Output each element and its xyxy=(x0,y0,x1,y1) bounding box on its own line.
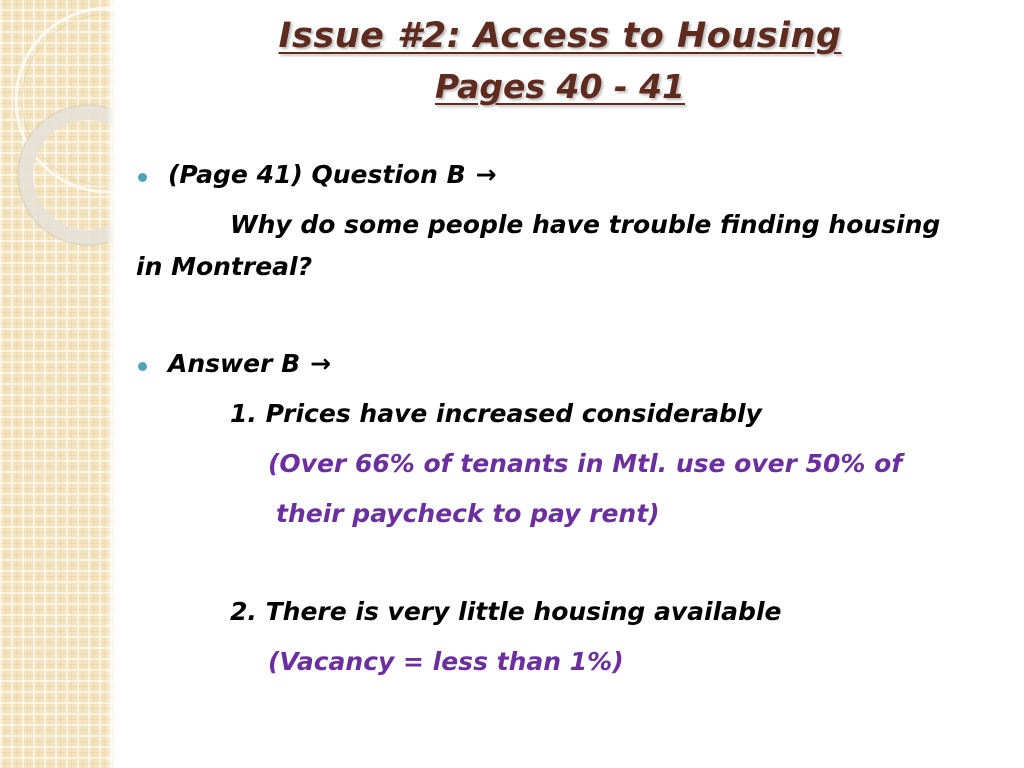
answer-label-row xyxy=(168,349,331,378)
slide-subtitle: Pages 40 - 41 xyxy=(435,67,685,106)
question-text-line1: Why do some people have trouble finding housing xyxy=(230,210,941,239)
decorative-sidebar xyxy=(0,0,114,768)
bullet-icon xyxy=(138,362,147,371)
question-label: (Page 41) Question B xyxy=(168,160,466,189)
bullet-icon xyxy=(138,173,147,182)
question-label-row xyxy=(168,160,497,189)
arrow-right-icon: → xyxy=(475,160,497,189)
slide-title-block xyxy=(120,10,1000,112)
slide-title: Issue #2: Access to Housing xyxy=(278,16,842,56)
sidebar-fade xyxy=(106,0,114,768)
answer-point-1: 1. Prices have increased considerably xyxy=(230,399,762,428)
answer-point-1-note-line1: (Over 66% of tenants in Mtl. use over 50% of xyxy=(268,449,903,478)
answer-label: Answer B xyxy=(168,349,301,378)
answer-point-2: 2. There is very little housing available xyxy=(230,597,782,626)
arrow-right-icon: → xyxy=(310,349,332,378)
decorative-rings xyxy=(0,0,114,768)
question-text-line2: in Montreal? xyxy=(136,252,313,281)
answer-point-2-note: (Vacancy = less than 1%) xyxy=(268,647,624,676)
answer-point-1-note-line2: their paycheck to pay rent) xyxy=(276,499,660,528)
